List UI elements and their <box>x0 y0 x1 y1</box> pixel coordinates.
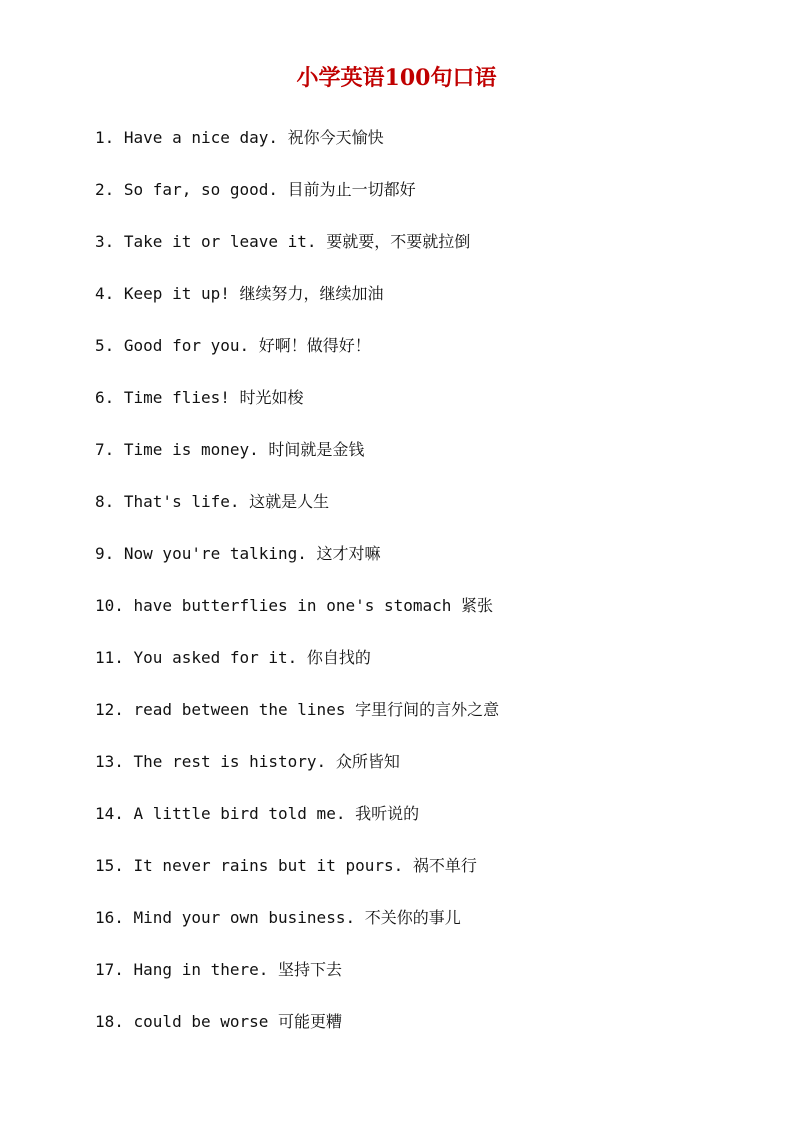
list-item: 7. Time is money. 时间就是金钱 <box>95 440 365 459</box>
list-item: 5. Good for you. 好啊！做得好！ <box>95 336 371 355</box>
list-item: 6. Time flies! 时光如梭 <box>95 388 304 407</box>
phrase-list <box>95 121 755 1057</box>
list-item: 12. read between the lines 字里行间的言外之意 <box>95 700 500 719</box>
page-title: 小学英语100句口语 <box>296 65 497 91</box>
list-item: 1. Have a nice day. 祝你今天愉快 <box>95 128 384 147</box>
list-item: 13. The rest is history. 众所皆知 <box>95 752 400 771</box>
list-item: 8. That's life. 这就是人生 <box>95 492 330 511</box>
list-item: 16. Mind your own business. 不关你的事儿 <box>95 908 461 927</box>
list-item: 15. It never rains but it pours. 祸不单行 <box>95 856 477 875</box>
list-item: 17. Hang in there. 坚持下去 <box>95 960 343 979</box>
list-item: 18. could be worse 可能更糟 <box>95 1012 343 1031</box>
list-item: 2. So far, so good. 目前为止一切都好 <box>95 180 416 199</box>
list-item: 11. You asked for it. 你自找的 <box>95 648 371 667</box>
list-item: 3. Take it or leave it. 要就要，不要就拉倒 <box>95 232 471 251</box>
list-item: 10. have butterflies in one's stomach 紧张 <box>95 596 494 615</box>
list-item: 14. A little bird told me. 我听说的 <box>95 804 420 823</box>
list-item: 9. Now you're talking. 这才对嘛 <box>95 544 381 563</box>
list-item: 4. Keep it up! 继续努力，继续加油 <box>95 284 384 303</box>
